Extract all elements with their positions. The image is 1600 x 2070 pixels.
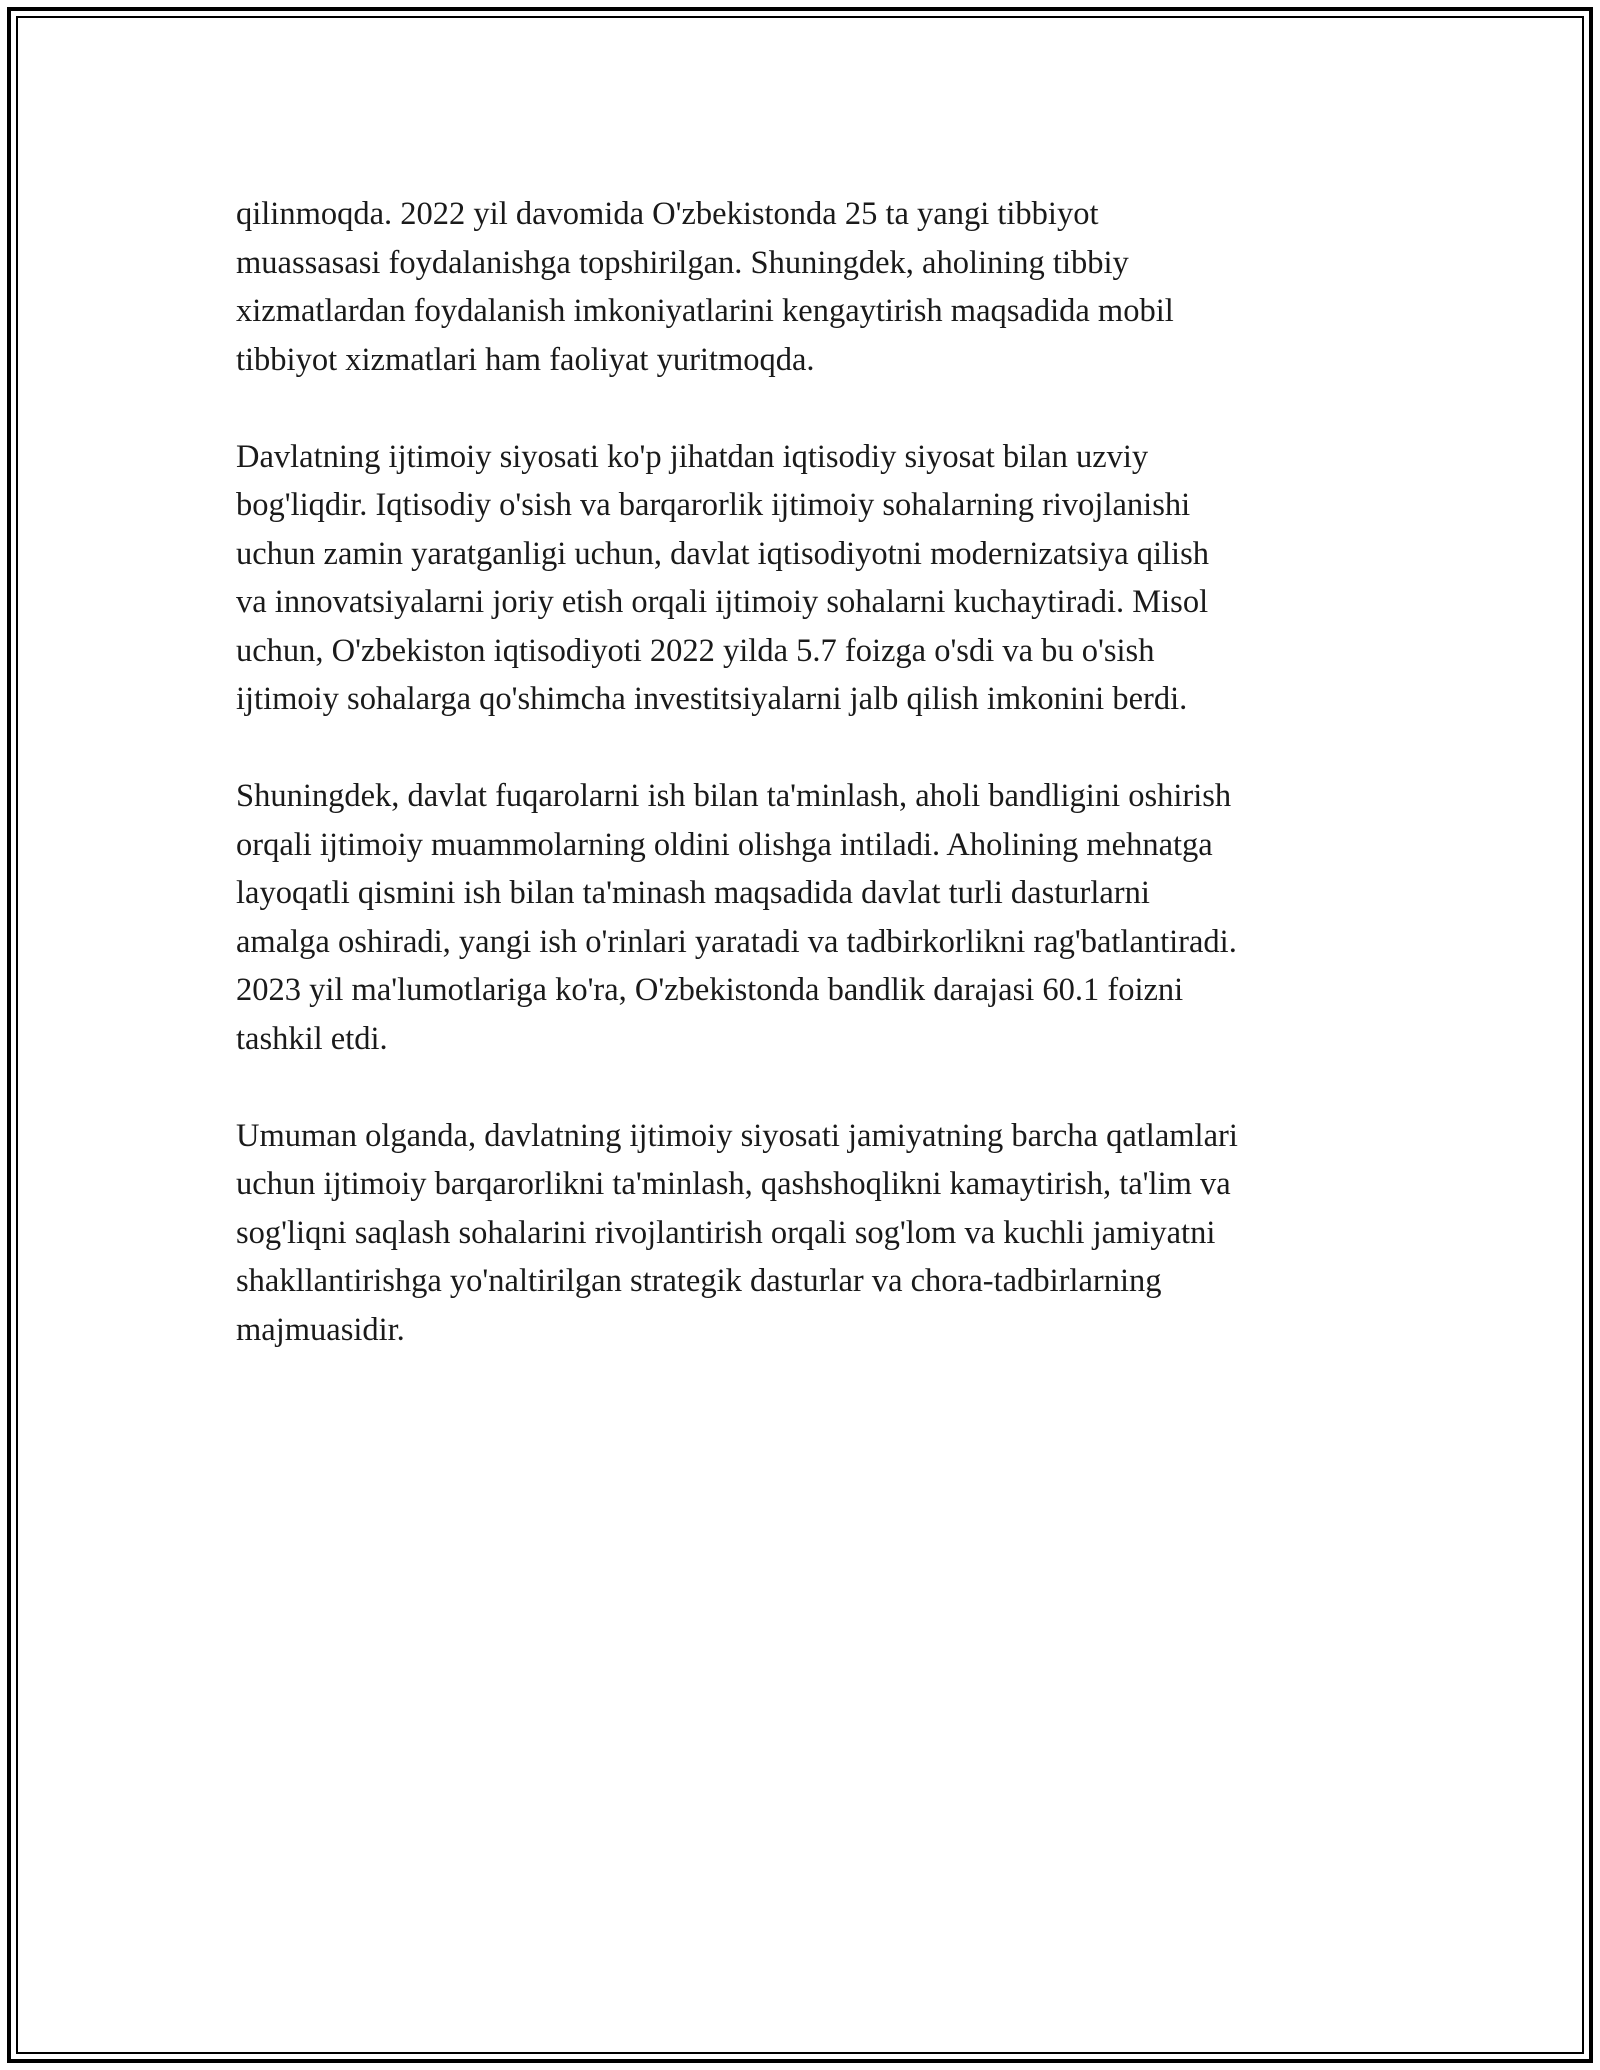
paragraph-employment: Shuningdek, davlat fuqarolarni ish bilan ta'minlash, aholi bandligini oshirish orqali ijtimoiy muammolarning oldini olishga intiladi. Aholining mehnatga layoqatli qismini ish bilan ta'minash maqsadida davlat turli dasturlarni amalga oshiradi, yangi ish o'rinlari yaratadi va tadbirkorlikni rag'batlantiradi. 2023 yil ma'lumotlariga ko'ra, O'zbekistonda bandlik darajasi 60.1 foizni tashkil etdi. [236, 778, 1237, 1057]
document-body [236, 190, 1386, 1403]
paragraph-economic-policy: Davlatning ijtimoiy siyosati ko'p jihatdan iqtisodiy siyosat bilan uzviy bog'liqdir. Iqtisodiy o'sish va barqarorlik ijtimoiy sohalarning rivojlanishi uchun zamin yaratganligi uchun, davlat iqtisodiyotni modernizatsiya qilish va innovatsiyalarni joriy etish orqali ijtimoiy sohalarni kuchaytiradi. Misol uchun, O'zbekiston iqtisodiyoti 2022 yilda 5.7 foizga o'sdi va bu o'sish ijtimoiy sohalarga qo'shimcha investitsiyalarni jalb qilish imkonini berdi. [236, 438, 1209, 717]
paragraph-healthcare: qilinmoqda. 2022 yil davomida O'zbekistonda 25 ta yangi tibbiyot muassasasi foydalanishga topshirilgan. Shuningdek, aholining tibbiy xizmatlardan foydalanish imkoniyatlarini kengaytirish maqsadida mobil tibbiyot xizmatlari ham faoliyat yuritmoqda. [236, 196, 1174, 378]
paragraph-conclusion: Umuman olganda, davlatning ijtimoiy siyosati jamiyatning barcha qatlamlari uchun ijtimoiy barqarorlikni ta'minlash, qashshoqlikni kamaytirish, ta'lim va sog'liqni saqlash sohalarini rivojlantirish orqali sog'lom va kuchli jamiyatni shakllantirishga yo'naltirilgan strategik dasturlar va chora-tadbirlarning majmuasidir. [236, 1117, 1238, 1348]
